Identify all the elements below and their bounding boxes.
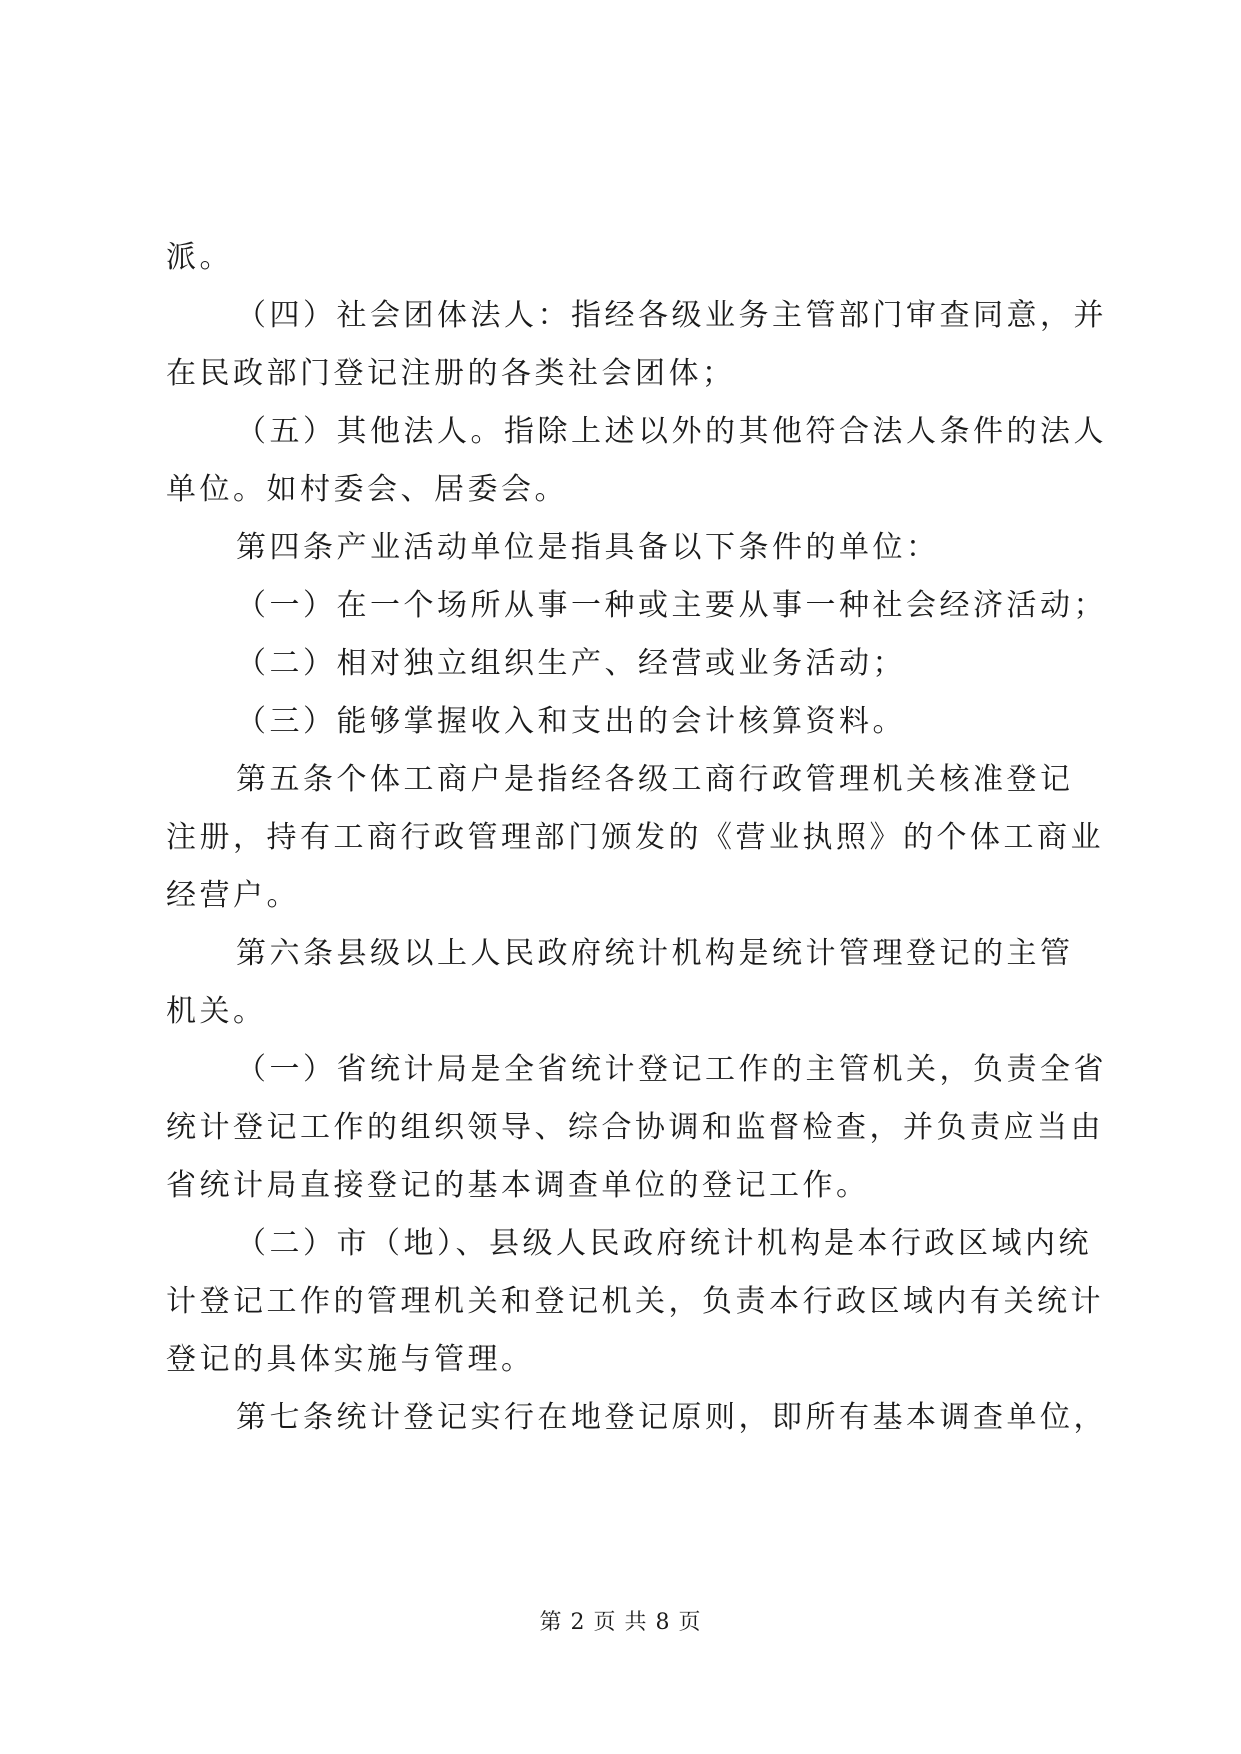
- text-line: 注册，持有工商行政管理部门颁发的《营业执照》的个体工商业: [166, 820, 1104, 855]
- text-line: 统计登记工作的组织领导、综合协调和监督检查，并负责应当由: [166, 1110, 1104, 1145]
- text-line: 经营户。: [166, 878, 300, 913]
- text-line: 机关。: [166, 994, 267, 1029]
- text-line: 单位。如村委会、居委会。: [166, 472, 568, 507]
- text-line: （一）省统计局是全省统计登记工作的主管机关，负责全省: [236, 1052, 1107, 1087]
- text-line: （一）在一个场所从事一种或主要从事一种社会经济活动；: [236, 588, 1107, 623]
- text-line: 第七条统计登记实行在地登记原则，即所有基本调查单位，: [236, 1400, 1107, 1435]
- text-line: 计登记工作的管理机关和登记机关，负责本行政区域内有关统计: [166, 1284, 1104, 1319]
- text-line: （三）能够掌握收入和支出的会计核算资料。: [236, 704, 906, 739]
- page-number-footer: 第 2 页 共 8 页: [539, 1610, 702, 1635]
- text-line: 派。: [166, 240, 233, 275]
- text-line: 第四条产业活动单位是指具备以下条件的单位：: [236, 530, 940, 565]
- text-line: 在民政部门登记注册的各类社会团体；: [166, 356, 736, 391]
- text-line: 第六条县级以上人民政府统计机构是统计管理登记的主管: [236, 936, 1074, 971]
- text-line: （二）相对独立组织生产、经营或业务活动；: [236, 646, 906, 681]
- text-line: 第五条个体工商户是指经各级工商行政管理机关核准登记: [236, 762, 1074, 797]
- text-line: （二）市（地）、县级人民政府统计机构是本行政区域内统: [236, 1226, 1092, 1261]
- text-line: （四）社会团体法人：指经各级业务主管部门审查同意，并: [236, 298, 1107, 333]
- text-line: 登记的具体实施与管理。: [166, 1342, 535, 1377]
- text-line: 省统计局直接登记的基本调查单位的登记工作。: [166, 1168, 870, 1203]
- text-line: （五）其他法人。指除上述以外的其他符合法人条件的法人: [236, 414, 1107, 449]
